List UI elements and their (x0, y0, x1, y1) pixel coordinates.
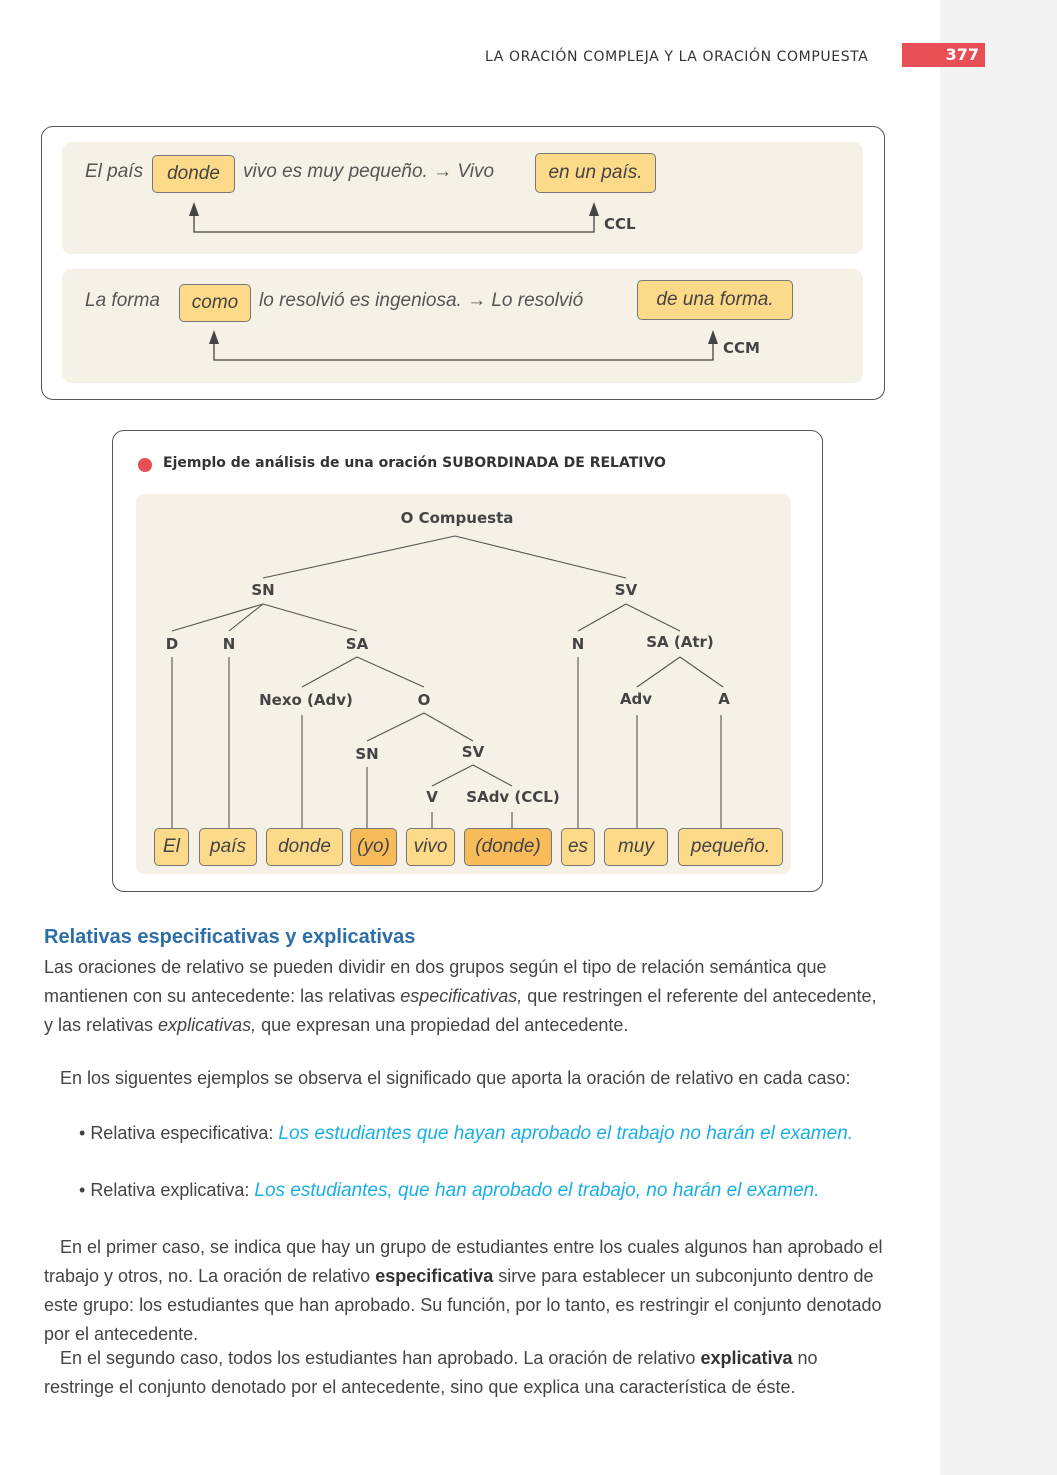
node-n2: N (571, 635, 585, 653)
example-2-equivalent: de una forma. (637, 280, 793, 320)
branch-sn-n (229, 604, 263, 631)
node-v: V (426, 788, 438, 806)
section-heading: Relativas especificativas y explicativas (44, 926, 416, 948)
word-donde-elided: (donde) (464, 828, 552, 866)
branch-saatr-a (680, 657, 723, 687)
example-specificative: Los estudiantes que hayan aprobado el trabajo no harán el examen. (278, 1123, 854, 1144)
branch-sn-sa (263, 604, 357, 631)
word-pais: país (199, 828, 257, 866)
paragraph-2: En los siguentes ejemplos se observa el significado que aporta la oración de relativo en cada caso: (60, 1068, 851, 1088)
node-sv2: SV (461, 743, 485, 761)
paragraph-4: En el segundo caso, todos los estudiantes han aprobado. La oración de relativo explicativa no restringe el conjunto denotado por el antecedente, sino que explica una característica de éste. (44, 1348, 818, 1397)
example-2-prefix: La forma (85, 290, 160, 311)
node-adv: Adv (619, 690, 653, 708)
node-o: O (417, 691, 431, 709)
word-yo: (yo) (350, 828, 397, 866)
node-a: A (718, 690, 730, 708)
branch-sv-v (432, 765, 473, 786)
branch-root-sn (263, 536, 455, 578)
node-sv: SV (614, 581, 638, 599)
paragraph-1: Las oraciones de relativo se pueden dividir en dos grupos según el tipo de relación semántica que mantienen con su antecedente: las relativas especificativas, que restringen el referente del antecedente, y las relativas explicativas, que expresan una propiedad del antecedente. (44, 957, 877, 1035)
branch-sv-sadv (473, 765, 512, 786)
tree-title: Ejemplo de análisis de una oración SUBORDINADA DE RELATIVO (163, 455, 666, 471)
branch-sa-nexo (302, 657, 357, 687)
branch-root-sv (455, 536, 626, 578)
word-muy: muy (604, 828, 668, 866)
bullet-explicative: • Relativa explicativa: Los estudiantes, que han aprobado el trabajo, no harán el examen. (79, 1180, 820, 1201)
paragraph-3: En el primer caso, se indica que hay un grupo de estudiantes entre los cuales algunos han aprobado el trabajo y otros, no. La oración de relativo especificativa sirve para establecer un subconjunto dentro de este grupo: los estudiantes que han aprobado. Su función, por lo tanto, es restringir el conjunto denotado por el antecedente. (44, 1237, 883, 1344)
branch-o-sn (367, 713, 424, 741)
branch-sn-d (172, 604, 263, 631)
word-es: es (561, 828, 595, 866)
example-1-function-label: CCL (604, 215, 636, 233)
node-nexo: Nexo (Adv) (259, 691, 353, 709)
branch-sv-n (578, 604, 626, 631)
branch-sa-o (357, 657, 424, 687)
page-number: 377 (902, 43, 985, 67)
example-1-equivalent: en un país. (535, 153, 656, 193)
running-header: LA ORACIÓN COMPLEJA Y LA ORACIÓN COMPUESTA (485, 49, 869, 65)
node-n1: N (222, 635, 236, 653)
branch-sv-saatr (626, 604, 680, 631)
example-1-relative-word: donde (152, 155, 235, 193)
word-pequeno: pequeño. (678, 828, 783, 866)
branch-saatr-adv (637, 657, 680, 687)
example-explicative: Los estudiantes, que han aprobado el trabajo, no harán el examen. (254, 1180, 820, 1201)
word-vivo: vivo (406, 828, 455, 866)
node-sn2: SN (355, 745, 379, 763)
bullet-specificative: • Relativa especificativa: Los estudiantes que hayan aprobado el trabajo no harán el examen. (79, 1123, 854, 1144)
branch-o-sv (424, 713, 473, 741)
example-2-function-label: CCM (723, 339, 760, 357)
example-2-relative-word: como (179, 284, 251, 322)
node-root: O Compuesta (400, 509, 514, 527)
node-sa: SA (345, 635, 369, 653)
word-donde: donde (266, 828, 343, 866)
node-d: D (165, 635, 179, 653)
node-sa-atr: SA (Atr) (646, 633, 714, 651)
example-1-rest: vivo es muy pequeño. → Vivo (243, 161, 495, 182)
example-1-prefix: El país (85, 161, 144, 182)
example-2-rest: lo resolvió es ingeniosa. → Lo resolvió (259, 290, 584, 311)
node-sadv: SAdv (CCL) (466, 788, 560, 806)
word-el: El (154, 828, 189, 866)
node-sn: SN (251, 581, 275, 599)
